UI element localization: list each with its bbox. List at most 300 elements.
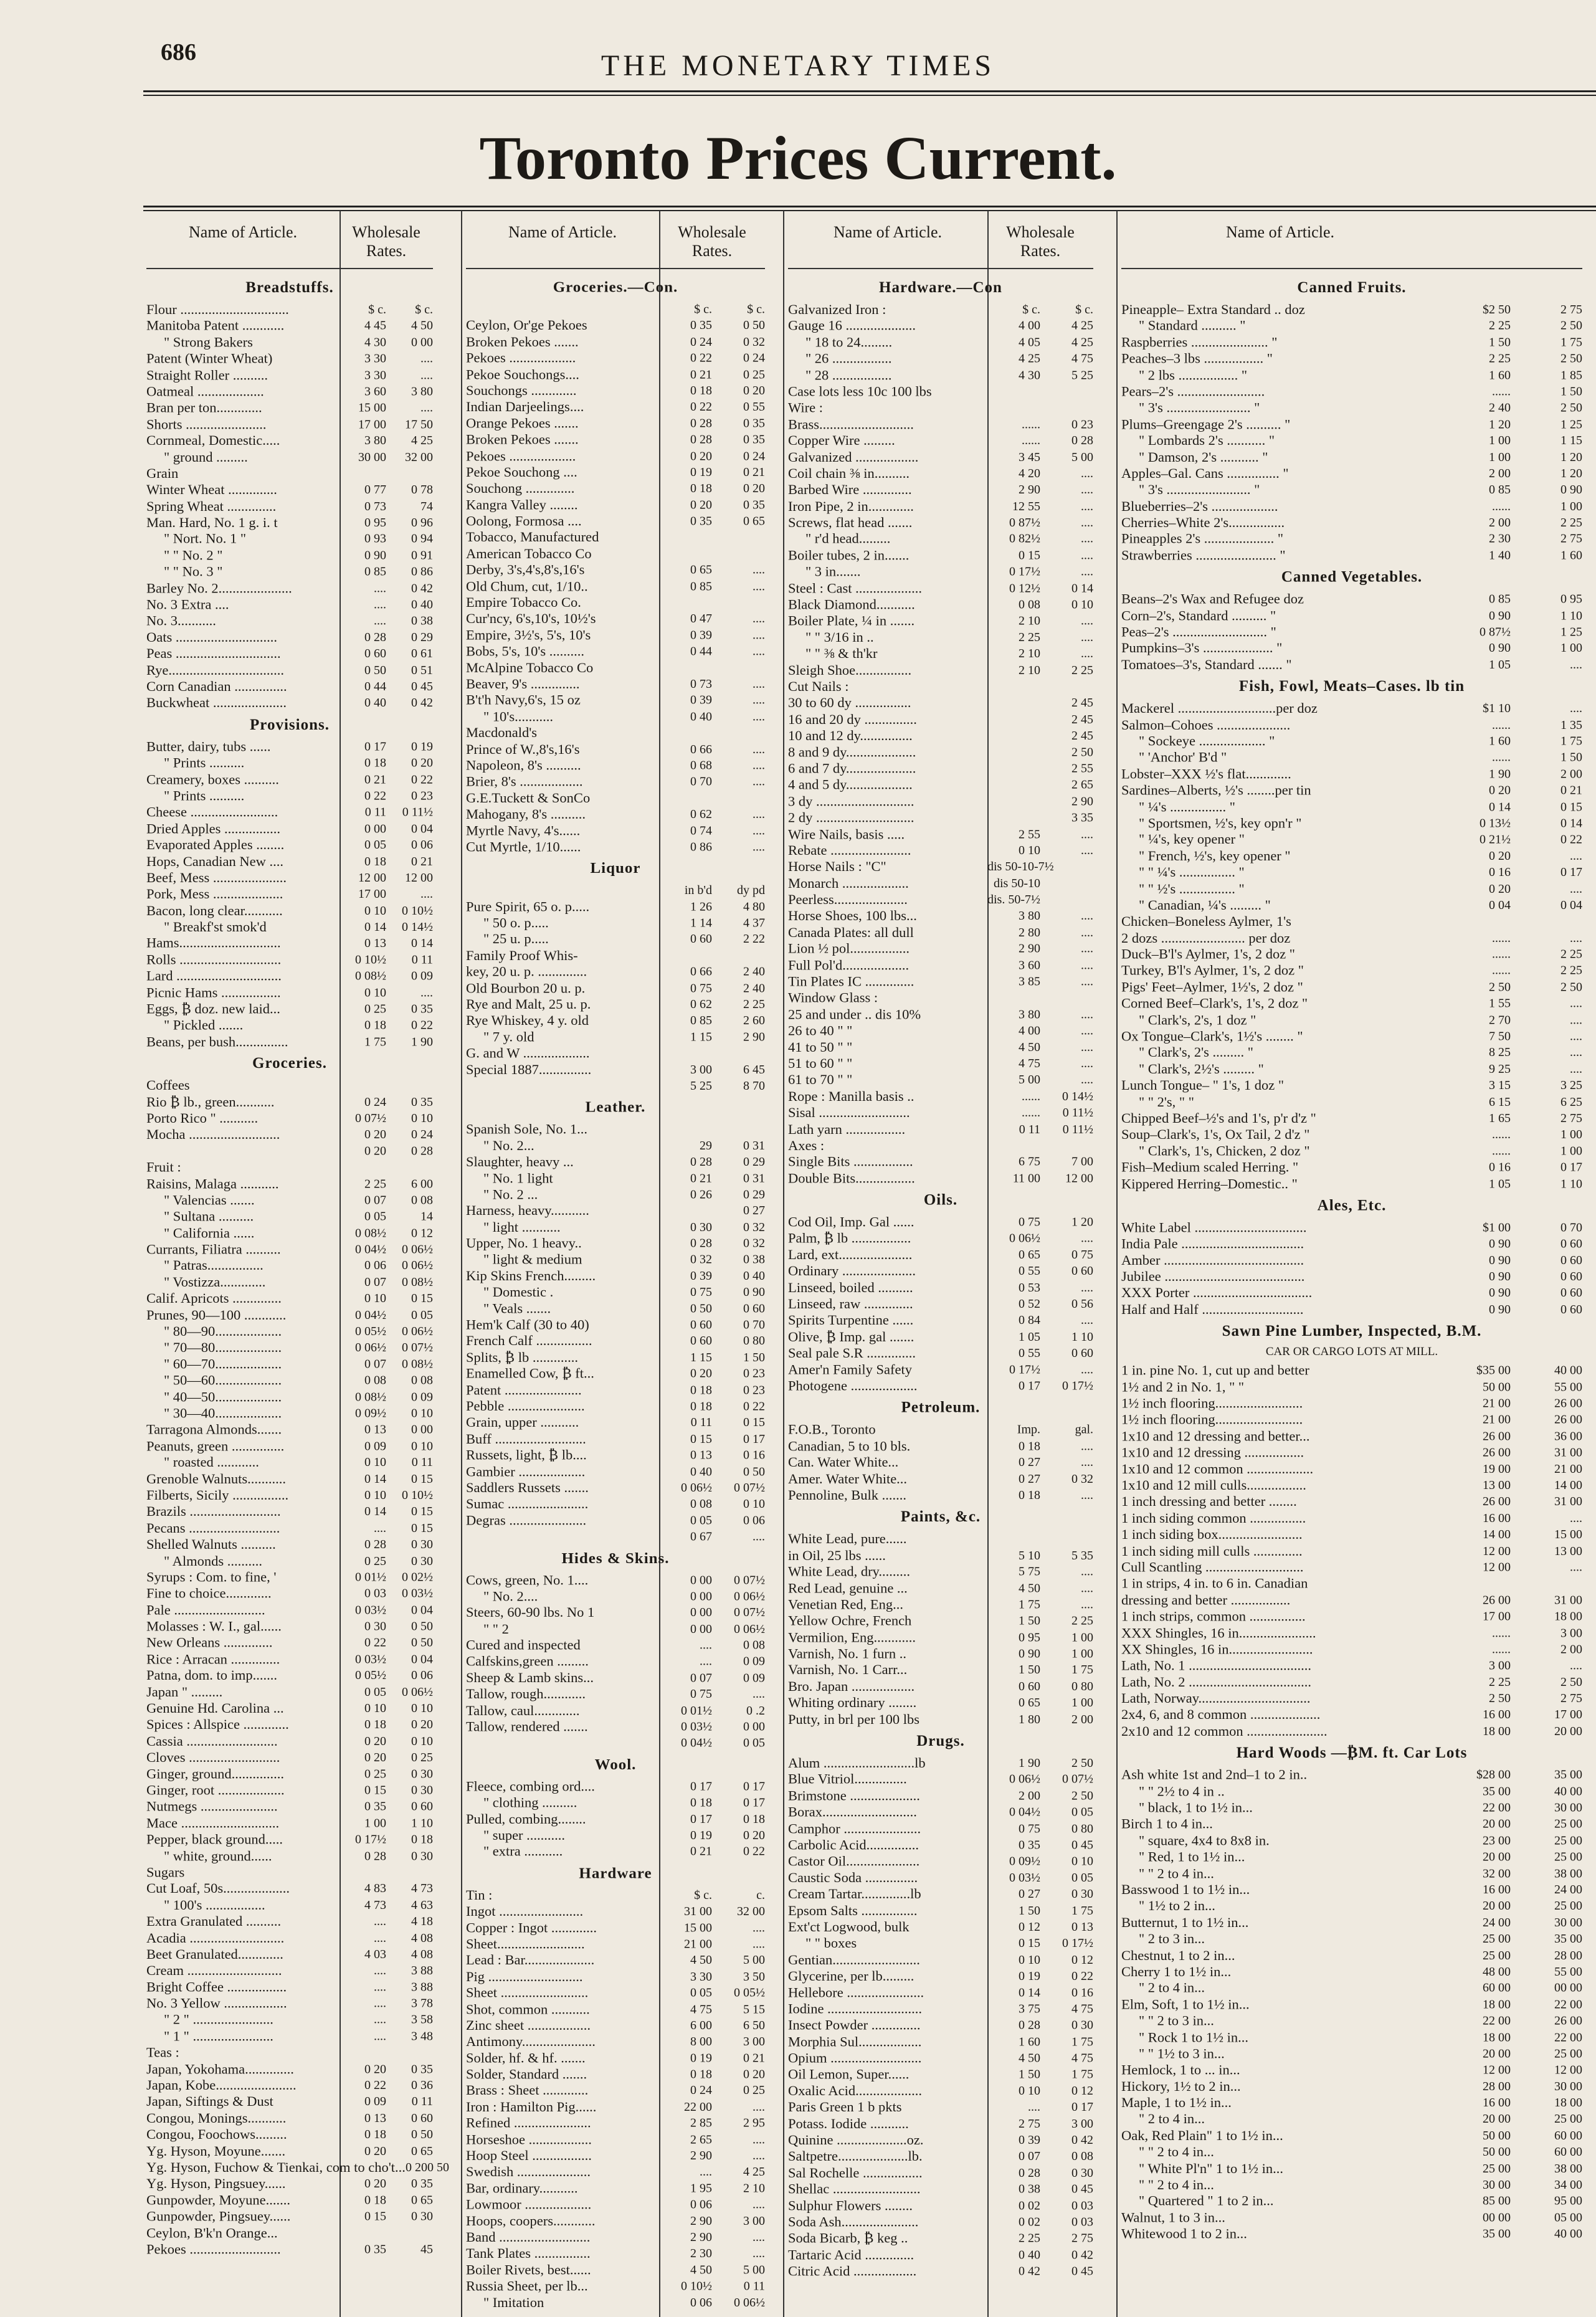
rate-low — [659, 660, 712, 676]
article-name: Grenoble Walnuts........... — [146, 1470, 286, 1487]
price-row — [146, 498, 433, 515]
article-name: Lard, ext..................... — [788, 1247, 913, 1263]
rate-low: 0 20 — [690, 1367, 712, 1381]
rate-high: 2 50 — [1560, 401, 1582, 415]
price-row — [146, 1143, 433, 1159]
price-row — [788, 645, 1093, 662]
rate-low: 0 21 — [690, 1171, 712, 1186]
rate-high: 4 50 — [411, 319, 433, 333]
price-row — [466, 464, 765, 480]
price-row — [788, 908, 1093, 924]
article-name: Ingot ........................ — [466, 1903, 584, 1919]
rate-low: 0 75 — [690, 981, 712, 995]
price-row — [788, 1919, 1093, 1935]
price-row — [146, 1536, 433, 1553]
rate-high: .... — [753, 2100, 765, 2114]
price-row — [146, 854, 433, 870]
rate-high: .... — [1081, 1363, 1093, 1377]
rate-high: .... — [753, 677, 765, 691]
rate-high: .... — [1081, 1313, 1093, 1328]
rate-low: 0 21 — [690, 1845, 712, 1859]
price-row — [788, 515, 1093, 531]
rate-low: 0 18 — [690, 384, 712, 398]
price-row — [466, 2050, 765, 2066]
price-row — [788, 2181, 1093, 2197]
price-row — [146, 1963, 433, 1979]
article-name: " Patras................ — [164, 1257, 264, 1273]
article-name: Canadian, 5 to 10 bls. — [788, 1438, 911, 1454]
price-row — [788, 1361, 1093, 1377]
article-name: " No. 1 light — [483, 1170, 553, 1186]
rate-high: 0 17 — [743, 1432, 765, 1446]
price-row — [788, 1378, 1093, 1394]
article-name: Lath, No. 2 ................................... — [1121, 1673, 1311, 1690]
rate-high: 0 20 — [743, 384, 765, 398]
rate-low: $2 50 — [1483, 302, 1511, 316]
rate-high: 0 29 — [411, 630, 433, 645]
article-name: Broken Pekoes ....... — [466, 431, 579, 447]
price-row — [788, 465, 1093, 482]
article-name: Shelled Walnuts .......... — [146, 1536, 276, 1552]
rate-high: 5 35 — [1071, 1548, 1093, 1563]
rate-high — [712, 1121, 765, 1138]
rate-high: .... — [1081, 548, 1093, 563]
rate-low: 0 28 — [1019, 2018, 1040, 2032]
price-row — [1121, 1028, 1582, 1044]
article-name: " Sultana .......... — [164, 1208, 254, 1224]
rate-high: 25 00 — [1554, 2112, 1582, 2126]
article-name: " 2 to 3 in... — [1139, 1931, 1205, 1947]
article-name: XXX Porter .................................. — [1121, 1285, 1313, 1301]
price-row — [1121, 897, 1582, 913]
article-name: Fine to choice............. — [146, 1585, 272, 1601]
rate-high: 24 00 — [1554, 1883, 1582, 1897]
price-row — [146, 2110, 433, 2126]
rate-high: 1 00 — [1560, 1128, 1582, 1142]
section-heading: Ales, Etc. — [1317, 1197, 1387, 1214]
price-row — [146, 1716, 433, 1733]
rate-high: 0 00 — [743, 1720, 765, 1734]
rate-low: 22 00 — [684, 2100, 712, 2114]
rate-low: 1 26 — [690, 900, 712, 914]
rate-high: 2 50 — [1071, 1756, 1093, 1770]
rate-high — [712, 948, 765, 964]
price-row — [146, 1225, 433, 1241]
rate-high: 0 00 — [411, 1422, 433, 1437]
rate-high: 0 70 — [1560, 1220, 1582, 1235]
article-name: Beet Granulated............. — [146, 1946, 283, 1962]
article-name: Morphia Sul.................. — [788, 2034, 922, 2050]
rate-low: 0 15 — [1019, 1936, 1040, 1951]
rate-low — [659, 594, 712, 611]
rate-low: 2 30 — [690, 2247, 712, 2261]
rate-high: 0 06 — [743, 1513, 765, 1528]
article-name: Brass : Sheet ............. — [466, 2082, 589, 2098]
article-name: " square, 4x4 to 8x8 in. — [1139, 1832, 1270, 1848]
rate-high: .... — [1081, 1057, 1093, 1071]
article-name: Pears–2's ......................... — [1121, 383, 1265, 399]
rate-high: 2 25 — [1071, 663, 1093, 677]
price-row — [1121, 1996, 1582, 2012]
rate-high: 2 25 — [1560, 947, 1582, 961]
article-name: Extra Granulated .......... — [146, 1913, 282, 1929]
rate-high: 0 22 — [743, 1845, 765, 1859]
rate-high: 0 17 — [743, 1779, 765, 1794]
rate-low: 0 18 — [690, 1796, 712, 1810]
rate-high: 0 55 — [743, 400, 765, 414]
rate-high: 0 13 — [1071, 1920, 1093, 1934]
article-name: Rolls ............................. — [146, 951, 282, 968]
article-name: Plums–Greengage 2's .......... " — [1121, 416, 1291, 432]
rate-low: 0 21½ — [1480, 832, 1511, 847]
price-row — [1121, 1379, 1582, 1395]
price-row — [1121, 979, 1582, 995]
price-row — [466, 1317, 765, 1333]
article-name: Napoleon, 8's .......... — [466, 757, 581, 773]
rate-high: .... — [1081, 1231, 1093, 1245]
rate-high: 0 86 — [411, 564, 433, 579]
rate-low: 0 10 — [364, 1455, 386, 1470]
price-row — [146, 739, 433, 755]
rate-low: 1 40 — [1489, 548, 1511, 563]
price-row — [466, 2148, 765, 2164]
price-row — [466, 839, 765, 855]
price-row — [466, 1170, 765, 1186]
rate-low: 25 00 — [1483, 1932, 1511, 1946]
price-row — [146, 1176, 433, 1192]
article-name: Chicken–Boneless Aylmer, 1's — [1121, 913, 1291, 930]
rate-low: dis. 50-7½ — [987, 893, 1040, 907]
rate-high: 0 35 — [411, 2177, 433, 2191]
article-name: Soda Bicarb, ₿ keg .. — [788, 2230, 908, 2246]
rate-low: 2 55 — [1019, 827, 1040, 841]
article-name: Shellac ......................... — [788, 2181, 921, 2197]
rate-low: .... — [1028, 2100, 1040, 2115]
article-name: Orange Pekoes ....... — [466, 415, 579, 431]
price-row — [1121, 815, 1582, 831]
article-name: Basswood 1 to 1½ in... — [1121, 1882, 1250, 1898]
price-row — [788, 1006, 1093, 1022]
rate-low: ...... — [1492, 1642, 1511, 1657]
price-row — [1121, 700, 1582, 716]
rate-high: 2 10 — [743, 2181, 765, 2196]
section-heading: Canned Vegetables. — [1281, 568, 1423, 586]
rate-high: 2 50 — [1560, 351, 1582, 366]
price-row — [146, 935, 433, 951]
article-name: Elm, Soft, 1 to 1½ in... — [1121, 1996, 1250, 2012]
article-name — [466, 302, 659, 318]
rate-high: 4 75 — [1071, 2002, 1093, 2016]
section-heading: Hardware.—Con — [879, 278, 1002, 296]
price-row — [146, 984, 433, 1001]
rate-high: 0 14½ — [1062, 1089, 1093, 1103]
article-name: Creamery, boxes .......... — [146, 771, 279, 787]
rate-high: 1 00 — [1071, 1696, 1093, 1710]
rate-high: 4 25 — [411, 434, 433, 448]
price-row — [466, 2099, 765, 2115]
price-row — [466, 1447, 765, 1463]
rate-low: 0 85 — [690, 579, 712, 593]
article-name: " Quartered " 1 to 2 in... — [1139, 2193, 1274, 2209]
rate-high: 0 90 — [1560, 483, 1582, 497]
rate-high: 2 22 — [743, 932, 765, 946]
rate-high: 1 90 — [411, 1035, 433, 1049]
rate-low: 0 18 — [1019, 1439, 1040, 1453]
article-name: " Damson, 2's ........... " — [1139, 449, 1268, 465]
article-name: Salmon–Cohoes ..................... — [1121, 716, 1291, 733]
price-row — [146, 2225, 433, 2241]
rate-low: 0 06 — [690, 2295, 712, 2310]
rate-low: 16 00 — [1483, 1708, 1511, 1722]
article-name: Brier, 8's .................. — [466, 773, 583, 789]
rate-low: 0 85 — [1489, 592, 1511, 606]
price-row — [788, 580, 1093, 596]
article-name: Walnut, 1 to 3 in... — [1121, 2209, 1225, 2225]
rate-low: 0 55 — [1019, 1264, 1040, 1278]
rate-high: 12 00 — [1554, 2063, 1582, 2077]
rate-high: 0 30 — [1071, 1887, 1093, 1901]
price-row — [466, 1045, 765, 1062]
rate-low: 0 17 — [364, 740, 386, 754]
rate-low: 0 08 — [1019, 597, 1040, 612]
rate-low: 3 30 — [364, 351, 386, 366]
article-name: XXX Shingles, 16 in...................... — [1121, 1624, 1316, 1640]
article-name: Molasses : W. I., gal...... — [146, 1618, 282, 1634]
rate-low: 0 77 — [364, 483, 386, 497]
rate-high: 3 00 — [743, 2214, 765, 2228]
rate-high: 0 60 — [1560, 1302, 1582, 1316]
rate-high: 0 10½ — [402, 903, 433, 918]
article-name: " " 2 to 3 in... — [1139, 2012, 1214, 2029]
price-row — [466, 1301, 765, 1317]
rate-high: 21 00 — [1554, 1462, 1582, 1476]
price-row — [788, 662, 1093, 678]
price-row — [1121, 1159, 1582, 1176]
rate-low: .... — [700, 2165, 712, 2179]
rate-low: 25 00 — [1483, 1948, 1511, 1963]
article-name: Winter Wheat .............. — [146, 482, 277, 498]
article-name: Gambier ................... — [466, 1463, 586, 1479]
rate-low: 0 75 — [1019, 1215, 1040, 1229]
price-row — [146, 1034, 433, 1050]
price-row — [788, 564, 1093, 580]
article-name: Oxalic Acid................... — [788, 2083, 922, 2099]
rate-low: ...... — [1022, 1089, 1040, 1103]
article-name: Lath, Norway................................ — [1121, 1690, 1311, 1706]
rate-low: 2 25 — [1019, 630, 1040, 645]
column-header-name: Name of Article. — [1226, 223, 1334, 241]
rate-low: 0 40 — [1019, 2248, 1040, 2262]
price-row — [788, 1312, 1093, 1328]
rate-high: 0 20 — [743, 1829, 765, 1842]
rate-low: 0 55 — [1019, 1346, 1040, 1360]
rate-low: 19 00 — [1483, 1462, 1511, 1476]
price-row — [1121, 591, 1582, 607]
article-name: Japan, Kobe....................... — [146, 2077, 297, 2093]
price-row — [1121, 400, 1582, 416]
price-row — [466, 1203, 765, 1219]
price-row — [466, 2083, 765, 2099]
rate-low: 0 66 — [690, 742, 712, 756]
rate-low: in b'd — [684, 883, 712, 898]
article-name: Hickory, 1½ to 2 in... — [1121, 2078, 1241, 2094]
rate-high: .... — [1081, 614, 1093, 628]
article-name: Rope : Manilla basis .. — [788, 1088, 914, 1104]
article-name: Pekoe Souchong .... — [466, 464, 577, 480]
price-row — [788, 1968, 1093, 1984]
rate-high: 0 15 — [1560, 800, 1582, 814]
rate-high: .... — [420, 887, 433, 902]
rate-low: 1 00 — [1489, 434, 1511, 448]
rate-high: 0 50 — [743, 1465, 765, 1478]
rate-low: 0 09 — [364, 1439, 386, 1453]
article-name: Sal Rochelle ................. — [788, 2164, 923, 2181]
rate-low: 0 18 — [690, 482, 712, 496]
rate-low: 1 14 — [690, 916, 712, 930]
article-name: Spices : Allspice ............. — [146, 1716, 289, 1733]
price-row — [1121, 749, 1582, 766]
article-name: Pineapples 2's .................... " — [1121, 531, 1284, 547]
price-row — [466, 318, 765, 334]
rate-low: .... — [374, 1996, 386, 2010]
price-row — [146, 1422, 433, 1438]
rate-low: 0 85 — [1489, 483, 1511, 497]
price-row — [146, 2094, 433, 2110]
rate-high: 0 28 — [411, 1144, 433, 1158]
price-row — [788, 990, 1093, 1006]
price-row — [146, 952, 433, 968]
rate-low: 0 15 — [1019, 548, 1040, 563]
rate-low: 0 22 — [690, 400, 712, 414]
article-name: Bright Coffee ................. — [146, 1979, 287, 1995]
price-row — [788, 1788, 1093, 1804]
rate-low: 0 10 — [364, 1488, 386, 1503]
rate-low — [987, 761, 1040, 777]
article-name: Photogene ................... — [788, 1377, 918, 1394]
article-name: " 30—40................... — [164, 1405, 282, 1421]
rate-low — [987, 990, 1040, 1006]
article-name: Prunes, 90—100 ............ — [146, 1306, 287, 1323]
rate-high: 32 00 — [405, 450, 433, 464]
rate-high: 0 07½ — [402, 1341, 433, 1355]
article-name: Ceylon, Or'ge Pekoes — [466, 317, 587, 333]
rate-high: 0 40 — [411, 597, 433, 612]
rate-high: 0 23 — [411, 789, 433, 803]
rate-low: 48 00 — [1483, 1964, 1511, 1979]
rate-high: 0 60 — [411, 1800, 433, 1814]
article-name: Amber ........................................ — [1121, 1252, 1304, 1268]
rate-high: 0 31 — [743, 1139, 765, 1153]
rate-low: 0 19 — [690, 465, 712, 479]
price-row — [1121, 1723, 1582, 1739]
rate-low: ...... — [1492, 1625, 1511, 1640]
rate-high: 0 42 — [411, 696, 433, 710]
price-row — [466, 2001, 765, 2017]
rate-low: 32 00 — [1483, 1866, 1511, 1880]
rate-low: 1 50 — [1019, 1663, 1040, 1677]
article-name: Spring Wheat .............. — [146, 498, 277, 514]
article-name: Brazils .......................... — [146, 1503, 281, 1520]
rate-high: .... — [1081, 958, 1093, 973]
rate-low: 0 20 — [690, 498, 712, 512]
article-name: Filberts, Sicily ................ — [146, 1487, 289, 1503]
article-name: Manitoba Patent ............ — [146, 318, 285, 334]
rate-high: 0 .2 — [746, 1703, 765, 1718]
article-name: " 18 to 24......... — [805, 334, 893, 350]
article-name: Pulled, combing........ — [466, 1810, 586, 1827]
rate-low: 0 18 — [364, 854, 386, 868]
rate-low: 0 52 — [1019, 1297, 1040, 1311]
rate-low: 20 00 — [1483, 2047, 1511, 2061]
price-row — [466, 594, 765, 611]
rate-low: 0 35 — [690, 318, 712, 333]
rate-low: 0 30 — [364, 1619, 386, 1634]
price-row — [146, 2241, 433, 2257]
rate-high: 4 25 — [1071, 319, 1093, 333]
rate-low: 4 50 — [1019, 1581, 1040, 1596]
rate-high: 0 75 — [1071, 1248, 1093, 1262]
price-row — [788, 1055, 1093, 1072]
article-name: Coffees — [146, 1077, 190, 1093]
rate-low: 0 07 — [364, 1193, 386, 1207]
rate-high: 0 17 — [1071, 2100, 1093, 2115]
rate-low: 0 22 — [364, 2078, 386, 2093]
article-name: Evaporated Apples ........ — [146, 837, 285, 853]
rate-low: 0 90 — [1489, 641, 1511, 655]
price-row — [1121, 832, 1582, 848]
rate-low: 0 07 — [364, 1275, 386, 1289]
rate-high: 0 50 — [411, 1635, 433, 1650]
rate-high: 05 00 — [1554, 2210, 1582, 2225]
price-row — [788, 1662, 1093, 1678]
rate-low: $ c. — [1022, 302, 1040, 316]
rate-low: 6 75 — [1019, 1155, 1040, 1169]
article-name: Empire Tobacco Co. — [466, 594, 581, 611]
rate-high: 4 37 — [743, 916, 765, 930]
rate-high: 0 11 — [411, 953, 433, 967]
article-name: Oatmeal ................... — [146, 383, 264, 399]
header-rule-double — [143, 95, 1596, 96]
rate-high: 3 50 — [743, 1969, 765, 1984]
rate-high: 0 42 — [1071, 2248, 1093, 2262]
rate-high: 0 23 — [1071, 417, 1093, 431]
rate-high: 0 22 — [1560, 832, 1582, 847]
price-row — [466, 1844, 765, 1860]
article-name: " " 2½ to 4 in .. — [1139, 1783, 1225, 1799]
rate-low: .... — [374, 1964, 386, 1978]
rate-high: .... — [753, 2247, 765, 2261]
header-underline — [466, 268, 765, 269]
rate-high: .... — [753, 2230, 765, 2244]
price-row — [788, 1935, 1093, 1951]
rate-low — [659, 530, 712, 546]
article-name: " light ........... — [483, 1219, 561, 1235]
rate-low: 0 12 — [1019, 1920, 1040, 1934]
rate-high: 1 75 — [1560, 734, 1582, 748]
article-name: Hemlock, 1 to ... in... — [1121, 2062, 1240, 2078]
price-row — [1121, 930, 1582, 946]
rate-high: .... — [753, 774, 765, 789]
rate-low: 0 70 — [690, 774, 712, 789]
rate-low: 0 11 — [364, 805, 386, 819]
article-name: Bacon, long clear........... — [146, 902, 283, 918]
rate-high: 4 80 — [743, 900, 765, 914]
article-name: Calfskins,green ......... — [466, 1653, 589, 1669]
price-row — [1121, 1832, 1582, 1848]
price-row — [788, 1471, 1093, 1487]
rate-low: 0 15 — [364, 1783, 386, 1797]
rate-low: 15 00 — [684, 1921, 712, 1935]
